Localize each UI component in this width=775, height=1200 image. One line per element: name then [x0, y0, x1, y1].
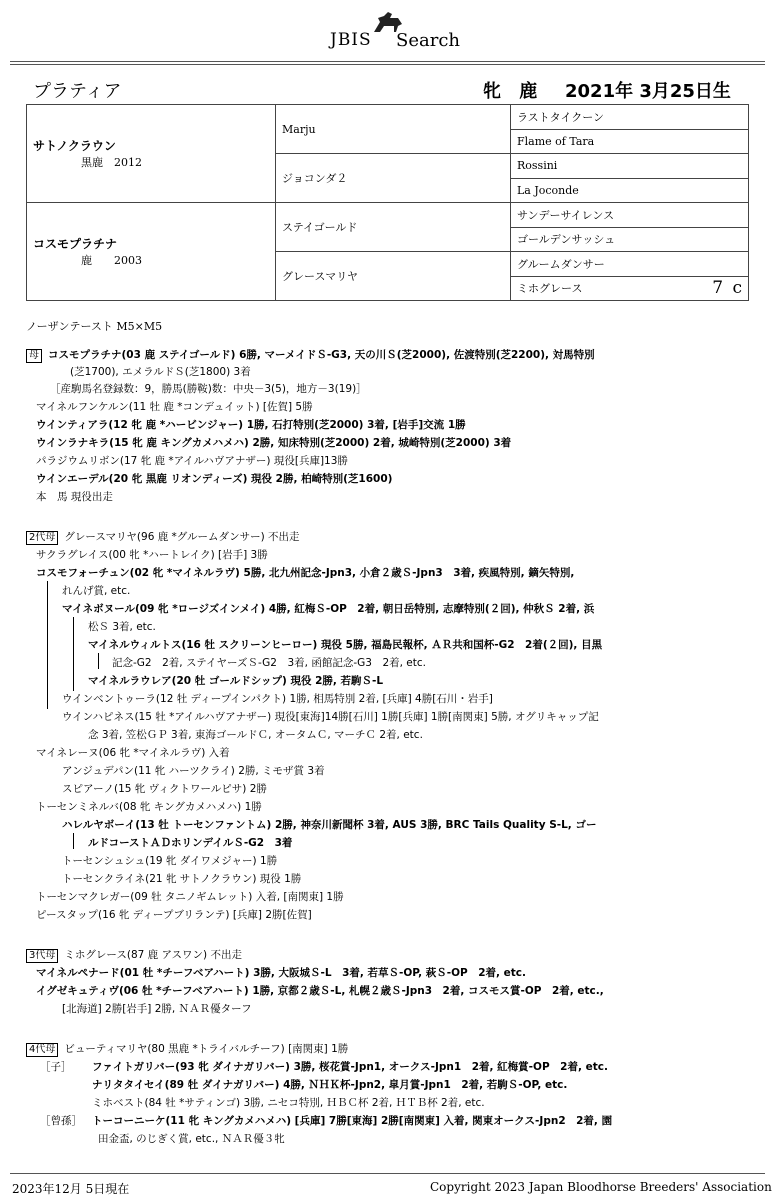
g2-line: ハレルヤボーイ(13 牡 トーセンファントム) 2勝, 神奈川新聞杯 3着, AUS 3勝, BRC Tails Quality S-L, ゴー	[62, 819, 597, 831]
sire-name: サトノクラウン	[33, 139, 116, 153]
tree-line	[73, 833, 74, 849]
horse-name: プラティア	[33, 81, 122, 102]
g4-line: 田金盃, のじぎく賞, etc., ＮＡＲ優３牝	[98, 1133, 285, 1145]
dam-line: (芝1700), エメラルドＳ(芝1800) 3着	[70, 366, 251, 378]
header-divider	[10, 61, 765, 62]
g2-badge: 2代母	[26, 531, 58, 545]
g2-line: マイネレーヌ(06 牝 *マイネルラヴ) 入着	[36, 747, 230, 759]
dam-line: ウインエーデル(20 牝 黒鹿 リオンディーズ) 現役 2勝, 柏崎特別(芝1600)	[36, 473, 393, 485]
dam-line: 母 コスモプラチナ(03 鹿 ステイゴールド) 6勝, マーメイドＳ-G3, 天の川Ｓ(芝2000), 佐渡特別(芝2200), 対馬特別	[26, 347, 595, 363]
pedigree-dam-sire: ステイゴールド	[276, 203, 511, 252]
pedigree-g3-cell: La Joconde	[511, 178, 749, 203]
family-number: 7 c	[712, 277, 744, 298]
g2-line: ウインハピネス(15 牡 *アイルハヴアナザー) 現役[東海]14勝[石川] 1勝[兵庫] 1勝[南関東] 5勝, オグリキャップ記	[62, 711, 599, 723]
dam-badge: 母	[26, 349, 42, 363]
g3-line: [北海道] 2勝[岩手] 2勝, ＮＡＲ優ターフ	[62, 1003, 252, 1015]
pedigree-g3-cell: グルームダンサー	[511, 252, 749, 277]
g2-line: ピースタップ(16 牝 ディープブリランテ) [兵庫] 2勝[佐賀]	[36, 909, 312, 921]
dam-info: 鹿 2003	[81, 254, 142, 267]
sire-info: 黒鹿 2012	[81, 156, 142, 169]
dam-line: ［産駒馬名登録数：9，勝馬(勝鞍)数：中央－3(5)，地方－3(19)］	[50, 383, 367, 395]
g2-line: 念 3着, 笠松ＧＰ 3着, 東海ゴールドＣ, オータムＣ, マーチＣ 2着, etc.	[88, 729, 423, 741]
logo-search-text: Search	[396, 30, 460, 51]
g4-badge: 4代母	[26, 1043, 58, 1057]
g4-child-label: ［子］	[40, 1061, 72, 1073]
horse-sex-color: 牝 鹿	[483, 81, 544, 102]
pedigree-g3-cell: ゴールデンサッシュ	[511, 227, 749, 252]
g3-line: 3代母 ミホグレース(87 鹿 アスワン) 不出走	[26, 947, 242, 963]
pedigree-sire-sire: Marju	[276, 105, 511, 154]
pedigree-sire-dam: ジョコンダ２	[276, 154, 511, 203]
dam-line: マイネルフンケルン(11 牡 鹿 *コンデュイット) [佐賀] 5勝	[36, 401, 313, 413]
g2-line: スピアーノ(15 牝 ヴィクトワールピサ) 2勝	[62, 783, 267, 795]
g4-line: ミホベスト(84 牡 *サティンゴ) 3勝, ニセコ特別, ＨＢＣ杯 2着, ＨＴＢ杯 2着, etc.	[92, 1097, 485, 1109]
g2-line: トーセンミネルバ(08 牝 キングカメハメハ) 1勝	[36, 801, 262, 813]
g2-line: サクラグレイス(00 牝 *ハートレイク) [岩手] 3勝	[36, 549, 268, 561]
footer-date: 2023年12月 5日現在	[12, 1182, 130, 1196]
g2-line: マイネボヌール(09 牝 *ロージズインメイ) 4勝, 紅梅Ｓ-OP 2着, 朝日岳特別, 志摩特別(２回), 仲秋Ｓ 2着, 浜	[62, 603, 595, 615]
logo-jbis-text: JBIS	[330, 30, 372, 50]
dam-line: 本 馬 現役出走	[36, 491, 113, 503]
g2-line: ルドコーストＡＤホリンデイルＳ-G2 3着	[88, 837, 293, 849]
g4-line: トーコーニーケ(11 牝 キングカメハメハ) [兵庫] 7勝[東海] 2勝[南関東] 入着, 関東オークス-Jpn2 2着, 園	[92, 1115, 613, 1127]
header-divider-2	[10, 64, 765, 65]
pedigree-table	[26, 104, 749, 301]
dam-name: コスモプラチナ	[33, 237, 118, 251]
g2-line: 松Ｓ 3着, etc.	[88, 621, 156, 633]
horse-birth-date: 2021年 3月25日生	[565, 81, 731, 102]
dam-line: パラジウムリボン(17 牝 鹿 *アイルハヴアナザー) 現役[兵庫]13勝	[36, 455, 348, 467]
g2-line: 2代母 グレースマリヤ(96 鹿 *グルームダンサー) 不出走	[26, 529, 300, 545]
g2-line: マイネルラウレア(20 牡 ゴールドシップ) 現役 2勝, 若駒Ｓ-L	[88, 675, 384, 687]
g4-great-label: ［曾孫］	[40, 1115, 82, 1127]
g4-line: ナリタタイセイ(89 牡 ダイナガリバー) 4勝, ＮＨＫ杯-Jpn2, 皐月賞-Jpn1 2着, 若駒Ｓ-OP, etc.	[92, 1079, 568, 1091]
g3-badge: 3代母	[26, 949, 58, 963]
g4-line: ファイトガリバー(93 牝 ダイナガリバー) 3勝, 桜花賞-Jpn1, オークス-Jpn1 2着, 紅梅賞-OP 2着, etc.	[92, 1061, 608, 1073]
g2-line: れんげ賞, etc.	[62, 585, 131, 597]
g2-line: トーセンマクレガー(09 牡 タニノギムレット) 入着, [南関東] 1勝	[36, 891, 344, 903]
g3-line: マイネルペナード(01 牡 *チーフベアハート) 3勝, 大阪城Ｓ-L 3着, 若草Ｓ-OP, 萩Ｓ-OP 2着, etc.	[36, 967, 526, 979]
pedigree-g3-cell: ラストタイクーン	[511, 105, 749, 130]
footer-divider	[10, 1173, 765, 1174]
tree-line	[47, 581, 48, 709]
g2-line: トーセンシュシュ(19 牝 ダイワメジャー) 1勝	[62, 855, 278, 867]
g2-line: ウインベントゥーラ(12 牡 ディープインパクト) 1勝, 相馬特別 2着, [兵庫] 4勝[石川・岩手]	[62, 693, 493, 705]
g2-line: コスモフォーチュン(02 牝 *マイネルラヴ) 5勝, 北九州記念-Jpn3, 小倉２歳Ｓ-Jpn3 3着, 疾風特別, 鏑矢特別,	[36, 567, 575, 579]
g2-line: アンジュデパン(11 牝 ハーツクライ) 2勝, ミモザ賞 3着	[62, 765, 325, 777]
pedigree-g3-cell: Rossini	[511, 154, 749, 179]
tree-line	[73, 617, 74, 691]
g3-line: イグゼキュティヴ(06 牡 *チーフベアハート) 1勝, 京都２歳Ｓ-L, 札幌２歳Ｓ-Jpn3 2着, コスモス賞-OP 2着, etc.,	[36, 985, 604, 997]
g2-line: 記念-G2 2着, ステイヤーズＳ-G2 3着, 函館記念-G3 2着, etc.	[112, 657, 426, 669]
g4-line: 4代母 ビューティマリヤ(80 黒鹿 *トライバルチーフ) [南関東] 1勝	[26, 1041, 348, 1057]
pedigree-dam	[27, 203, 276, 301]
tree-line	[98, 653, 99, 669]
pedigree-g3-cell: サンデーサイレンス	[511, 203, 749, 228]
dam-line: ウインティアラ(12 牝 鹿 *ハービンジャー) 1勝, 石打特別(芝2000) 3着, [岩手]交流 1勝	[36, 419, 466, 431]
jbis-search-logo	[330, 10, 460, 54]
footer-copyright: Copyright 2023 Japan Bloodhorse Breeders' Association	[430, 1180, 772, 1194]
g2-line: マイネルウィルトス(16 牡 スクリーンヒーロー) 現役 5勝, 福島民報杯, ＡＲ共和国杯-G2 2着(２回), 目黒	[88, 639, 603, 651]
inbreeding-note: ノーザンテースト M5×M5	[26, 320, 163, 333]
g2-line: トーセンクライネ(21 牝 サトノクラウン) 現役 1勝	[62, 873, 302, 885]
pedigree-g3-cell-last: ミホグレース 7 c	[511, 276, 749, 301]
pedigree-dam-dam: グレースマリヤ	[276, 252, 511, 301]
pedigree-sire	[27, 105, 276, 203]
dam-line: ウインラナキラ(15 牝 鹿 キングカメハメハ) 2勝, 知床特別(芝2000) 2着, 城崎特別(芝2000) 3着	[36, 437, 512, 449]
pedigree-g3-cell: Flame of Tara	[511, 129, 749, 154]
